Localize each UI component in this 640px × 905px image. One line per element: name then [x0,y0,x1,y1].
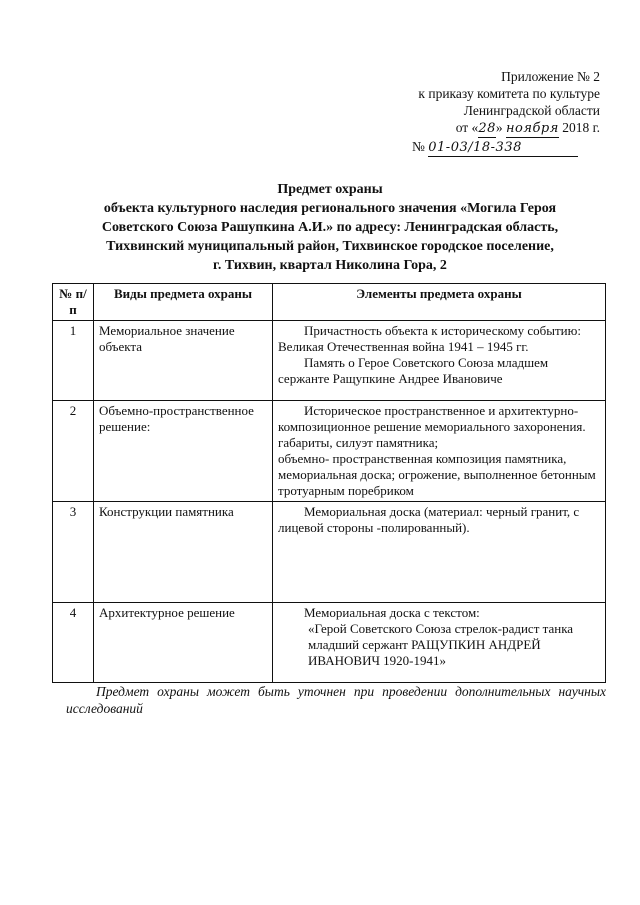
appendix-date-line [380,119,600,138]
appendix-number-line [380,138,600,157]
appendix-block [380,68,600,157]
element-text: габариты, силуэт памятника; [278,435,439,450]
table-header-row [53,284,606,321]
table-row [53,401,606,502]
title-line-2: объекта культурного наследия регионального значения «Могила Героя [103,201,557,216]
row-type: Конструкции памятника [94,502,273,603]
title-line-4: Тихвинский муниципальный район, Тихвинское городское поселение, [106,239,554,254]
element-text: Причастность объекта к историческому событию: Великая Отечественная война 1941 – 1945 гг. [278,323,581,354]
date-mid: » [495,120,503,135]
date-day: 28 [478,121,496,136]
element-text: Историческое пространственное и архитектурно-композиционное решение мемориального захоронения. [278,403,586,434]
element-text: Мемориальная доска (материал: черный гранит, с лицевой стороны -полированный). [278,504,580,535]
title-line-3: Советского Союза Рашупкина А.И.» по адресу: Ленинградская область, [101,220,559,235]
row-elements [273,502,606,603]
appendix-order-ref: к приказу комитета по культуре [418,86,600,101]
row-elements [273,401,606,502]
table-row [53,603,606,683]
header-num: № п/п [53,284,94,321]
title-line-5: г. Тихвин, квартал Николина Гора, 2 [213,258,447,273]
row-num: 4 [53,603,94,683]
order-number: 01-03/18-338 [428,139,578,157]
row-num: 2 [53,401,94,502]
footnote: Предмет охраны может быть уточнен при проведении дополнительных научных исследований [66,684,606,716]
row-num: 3 [53,502,94,603]
appendix-region: Ленинградской области [463,103,600,118]
element-text: «Герой Советского Союза стрелок-радист танка младший сержант РАЩУПКИН АНДРЕЙ ИВАНОВИЧ 1920-1941» [308,621,574,668]
header-elements: Элементы предмета охраны [273,284,606,321]
element-text: Мемориальная доска с текстом: [304,605,480,620]
title-line-1: Предмет охраны [277,182,383,197]
row-num: 1 [53,321,94,401]
date-month: ноября [505,121,559,136]
row-type: Архитектурное решение [94,603,273,683]
protection-table [52,283,606,683]
element-text: Память о Герое Советского Союза младшем сержанте Ращупкине Андрее Ивановиче [278,355,549,386]
date-prefix: от « [455,120,479,135]
table-row [53,502,606,603]
row-type: Объемно-пространственное решение: [94,401,273,502]
date-suffix: 2018 г. [562,120,600,135]
document-title [60,180,600,275]
number-prefix: № [412,139,425,154]
element-text: объемно- пространственная композиция памятника, мемориальная доска; огрожение, выполненное бетонным тротуарным поребриком [278,451,596,498]
table-row [53,321,606,401]
row-type: Мемориальное значение объекта [94,321,273,401]
row-elements [273,321,606,401]
row-elements [273,603,606,683]
header-type: Виды предмета охраны [94,284,273,321]
appendix-title: Приложение № 2 [501,69,600,84]
